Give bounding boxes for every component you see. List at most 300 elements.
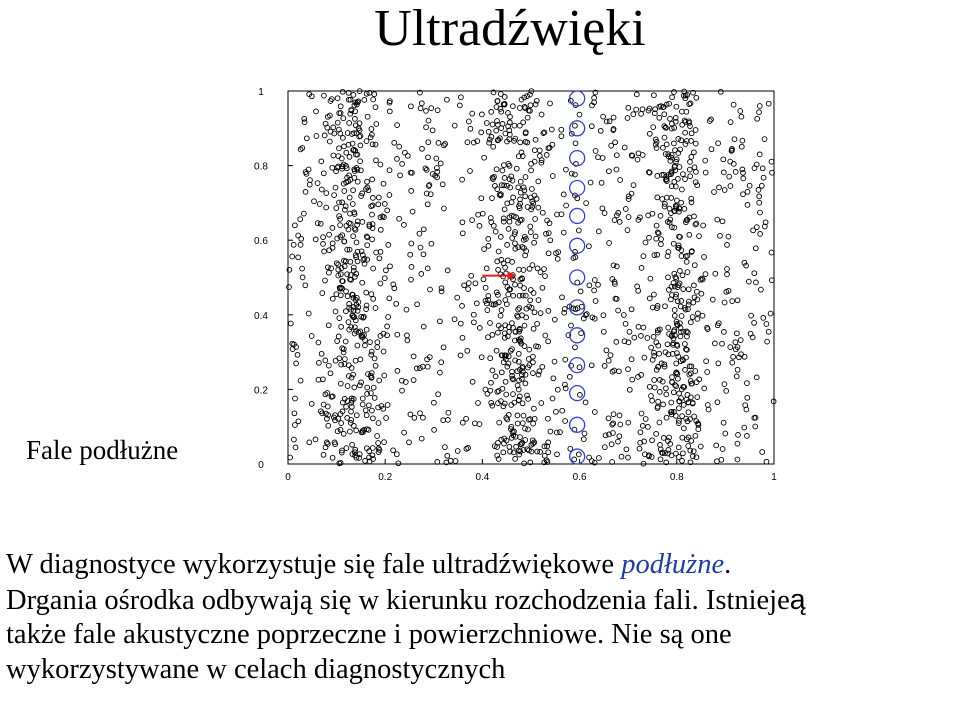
particle-point bbox=[725, 272, 730, 277]
particle-point bbox=[365, 114, 370, 119]
particle-point bbox=[514, 166, 519, 171]
particle-point bbox=[730, 360, 735, 365]
particle-point bbox=[599, 180, 604, 185]
particle-point bbox=[611, 412, 616, 417]
particle-point bbox=[748, 331, 753, 336]
particle-point bbox=[753, 424, 758, 429]
particle-point bbox=[745, 189, 750, 194]
particle-point bbox=[583, 400, 588, 405]
particle-point bbox=[419, 272, 424, 277]
particle-point bbox=[593, 149, 598, 154]
particle-point bbox=[373, 306, 378, 311]
particle-point bbox=[494, 167, 499, 172]
particle-point bbox=[629, 357, 634, 362]
x-tick-label: 0.8 bbox=[669, 472, 684, 483]
particle-point bbox=[522, 461, 527, 466]
particle-point bbox=[722, 300, 727, 305]
particle-point bbox=[327, 139, 332, 144]
particle-point bbox=[680, 187, 685, 192]
particle-point bbox=[625, 228, 630, 233]
particle-point bbox=[715, 217, 720, 222]
particle-point bbox=[355, 179, 360, 184]
particle-point bbox=[539, 112, 544, 117]
particle-point bbox=[657, 351, 662, 356]
particle-point bbox=[647, 131, 652, 136]
particle-point bbox=[369, 127, 374, 132]
particle-point bbox=[536, 372, 541, 377]
particle-point bbox=[405, 153, 410, 158]
particle-point bbox=[317, 360, 322, 365]
particle-point bbox=[386, 243, 391, 248]
particle-point bbox=[377, 378, 382, 383]
particle-point bbox=[517, 123, 522, 128]
particle-point bbox=[375, 434, 380, 439]
particle-point bbox=[298, 217, 303, 222]
particle-point bbox=[745, 381, 750, 386]
particle-point bbox=[680, 414, 685, 419]
particle-point bbox=[301, 211, 306, 216]
particle-point bbox=[716, 361, 721, 366]
particle-point bbox=[328, 371, 333, 376]
particle-point bbox=[490, 196, 495, 201]
particle-point bbox=[654, 223, 659, 228]
particle-point bbox=[529, 168, 534, 173]
particle-point bbox=[546, 251, 551, 256]
particle-point bbox=[531, 291, 536, 296]
particle-point bbox=[362, 98, 367, 103]
particle-point bbox=[426, 155, 431, 160]
particle-point bbox=[564, 167, 569, 172]
particle-point bbox=[460, 420, 465, 425]
particle-point bbox=[705, 370, 710, 375]
particle-point bbox=[573, 123, 578, 128]
particle-point bbox=[441, 345, 446, 350]
particle-point bbox=[364, 139, 369, 144]
particle-point bbox=[663, 304, 668, 309]
particle-point bbox=[386, 315, 391, 320]
emphasis-podluzne: podłużne bbox=[621, 549, 725, 580]
particle-point bbox=[761, 316, 766, 321]
particle-point bbox=[493, 374, 498, 379]
particle-point bbox=[371, 416, 376, 421]
particle-point bbox=[426, 140, 431, 145]
particle-point bbox=[654, 146, 659, 151]
particle-point bbox=[340, 89, 345, 94]
particle-point bbox=[639, 266, 644, 271]
particle-point bbox=[346, 320, 351, 325]
particle-point bbox=[370, 237, 375, 242]
particle-point bbox=[403, 150, 408, 155]
particle-point bbox=[741, 192, 746, 197]
particle-point bbox=[528, 103, 533, 108]
particle-point bbox=[378, 281, 383, 286]
particle-point bbox=[722, 330, 727, 335]
particle-point bbox=[762, 137, 767, 142]
particle-point bbox=[432, 428, 437, 433]
particle-point bbox=[291, 242, 296, 247]
particle-point bbox=[307, 440, 312, 445]
particle-point bbox=[482, 155, 487, 160]
particle-point bbox=[731, 102, 736, 107]
particle-point bbox=[349, 409, 354, 414]
particle-point bbox=[735, 298, 740, 303]
particle-point bbox=[472, 320, 477, 325]
particle-point bbox=[664, 386, 669, 391]
particle-point bbox=[659, 242, 664, 247]
particle-point bbox=[495, 187, 500, 192]
particle-point bbox=[377, 256, 382, 261]
particle-point bbox=[338, 293, 343, 298]
particle-point bbox=[445, 268, 450, 273]
particle-point bbox=[353, 358, 358, 363]
particle-point bbox=[411, 354, 416, 359]
particle-point bbox=[741, 170, 746, 175]
particle-point bbox=[326, 363, 331, 368]
particle-point bbox=[508, 114, 513, 119]
particle-point bbox=[535, 266, 540, 271]
particle-point bbox=[428, 287, 433, 292]
particle-point bbox=[677, 406, 682, 411]
particle-point bbox=[769, 250, 774, 255]
particle-point bbox=[629, 307, 634, 312]
particle-point bbox=[530, 187, 535, 192]
particle-point bbox=[623, 207, 628, 212]
particle-point bbox=[408, 252, 413, 257]
particle-point bbox=[378, 227, 383, 232]
particle-point bbox=[548, 429, 553, 434]
particle-point bbox=[648, 276, 653, 281]
particle-point bbox=[681, 287, 686, 292]
particle-point bbox=[349, 418, 354, 423]
particle-point bbox=[533, 234, 538, 239]
particle-field bbox=[287, 89, 776, 466]
particle-point bbox=[333, 358, 338, 363]
particle-point bbox=[382, 373, 387, 378]
particle-point bbox=[600, 156, 605, 161]
particle-point bbox=[471, 312, 476, 317]
particle-point bbox=[334, 206, 339, 211]
particle-point bbox=[498, 107, 503, 112]
particle-point bbox=[531, 354, 536, 359]
particle-point bbox=[758, 232, 763, 237]
particle-point bbox=[337, 316, 342, 321]
particle-point bbox=[642, 355, 647, 360]
particle-point bbox=[312, 199, 317, 204]
particle-point bbox=[343, 357, 348, 362]
particle-point bbox=[688, 174, 693, 179]
particle-point bbox=[364, 327, 369, 332]
particle-point bbox=[554, 409, 559, 414]
particle-point bbox=[754, 375, 759, 380]
particle-point bbox=[697, 234, 702, 239]
particle-point bbox=[532, 310, 537, 315]
particle-point bbox=[494, 128, 499, 133]
particle-point bbox=[485, 308, 490, 313]
particle-point bbox=[525, 115, 530, 120]
particle-point bbox=[313, 437, 318, 442]
particle-point bbox=[351, 188, 356, 193]
particle-point bbox=[657, 115, 662, 120]
particle-point bbox=[436, 392, 441, 397]
particle-point bbox=[555, 257, 560, 262]
particle-point bbox=[319, 351, 324, 356]
description-paragraph bbox=[6, 548, 960, 687]
particle-point bbox=[341, 116, 346, 121]
particle-point bbox=[385, 403, 390, 408]
particle-point bbox=[384, 416, 389, 421]
particle-point bbox=[705, 403, 710, 408]
particle-point bbox=[369, 352, 374, 357]
particle-point bbox=[676, 177, 681, 182]
particle-point bbox=[676, 137, 681, 142]
particle-point bbox=[382, 202, 387, 207]
particle-point bbox=[387, 296, 392, 301]
particle-point bbox=[348, 259, 353, 264]
particle-point bbox=[314, 134, 319, 139]
particle-point bbox=[759, 287, 764, 292]
particle-point bbox=[354, 428, 359, 433]
particle-point bbox=[387, 193, 392, 198]
particle-point bbox=[327, 270, 332, 275]
particle-point bbox=[654, 236, 659, 241]
particle-point bbox=[720, 341, 725, 346]
particle-point bbox=[674, 361, 679, 366]
particle-point bbox=[385, 324, 390, 329]
particle-point bbox=[397, 144, 402, 149]
particle-point bbox=[407, 440, 412, 445]
particle-point bbox=[371, 97, 376, 102]
particle-point bbox=[609, 442, 614, 447]
particle-point bbox=[333, 185, 338, 190]
particle-point bbox=[703, 272, 708, 277]
particle-point bbox=[477, 224, 482, 229]
particle-point bbox=[577, 112, 582, 117]
particle-point bbox=[486, 129, 491, 134]
particle-point bbox=[694, 170, 699, 175]
particle-point bbox=[400, 388, 405, 393]
particle-point bbox=[617, 369, 622, 374]
particle-point bbox=[587, 283, 592, 288]
particle-point bbox=[577, 365, 582, 370]
particle-point bbox=[713, 271, 718, 276]
particle-point bbox=[683, 142, 688, 147]
particle-point bbox=[651, 334, 656, 339]
particle-point bbox=[318, 221, 323, 226]
particle-point bbox=[511, 195, 516, 200]
particle-point bbox=[321, 242, 326, 247]
particle-point bbox=[394, 452, 399, 457]
particle-point bbox=[756, 188, 761, 193]
y-tick-label: 0.8 bbox=[254, 161, 268, 173]
particle-point bbox=[411, 378, 416, 383]
particle-point bbox=[563, 419, 568, 424]
particle-point bbox=[610, 422, 615, 427]
particle-point bbox=[643, 417, 648, 422]
particle-point bbox=[388, 264, 393, 269]
particle-point bbox=[752, 166, 757, 171]
particle-point bbox=[607, 241, 612, 246]
particle-point bbox=[296, 255, 301, 260]
particle-point bbox=[721, 420, 726, 425]
particle-point bbox=[327, 232, 332, 237]
particle-point bbox=[520, 293, 525, 298]
particle-point bbox=[316, 340, 321, 345]
particle-point bbox=[321, 452, 326, 457]
particle-point bbox=[397, 216, 402, 221]
particle-point bbox=[440, 182, 445, 187]
particle-point bbox=[528, 224, 533, 229]
particle-point bbox=[395, 157, 400, 162]
particle-point bbox=[365, 243, 370, 248]
particle-point bbox=[409, 277, 414, 282]
particle-point bbox=[685, 393, 690, 398]
particle-point bbox=[640, 153, 645, 158]
particle-point bbox=[323, 278, 328, 283]
particle-point bbox=[344, 289, 349, 294]
particle-point bbox=[506, 227, 511, 232]
particle-point bbox=[686, 302, 691, 307]
particle-point bbox=[470, 379, 475, 384]
particle-point bbox=[489, 110, 494, 115]
particle-point bbox=[536, 298, 541, 303]
particle-point bbox=[462, 283, 467, 288]
particle-point bbox=[759, 183, 764, 188]
particle-point bbox=[679, 314, 684, 319]
particle-point bbox=[710, 297, 715, 302]
particle-point bbox=[303, 283, 308, 288]
particle-point bbox=[370, 177, 375, 182]
particle-point bbox=[395, 123, 400, 128]
particle-point bbox=[497, 420, 502, 425]
particle-point bbox=[686, 287, 691, 292]
particle-point bbox=[425, 202, 430, 207]
particle-point bbox=[614, 167, 619, 172]
particle-point bbox=[631, 183, 636, 188]
particle-point bbox=[548, 238, 553, 243]
particle-point bbox=[718, 89, 723, 94]
y-tick-label: 1 bbox=[258, 87, 264, 98]
particle-point bbox=[476, 212, 481, 217]
particle-point bbox=[493, 183, 498, 188]
particle-point bbox=[608, 353, 613, 358]
particle-point bbox=[687, 232, 692, 237]
particle-point bbox=[576, 228, 581, 233]
particle-point bbox=[576, 452, 581, 457]
particle-point bbox=[598, 128, 603, 133]
particle-point bbox=[488, 388, 493, 393]
particle-point bbox=[376, 195, 381, 200]
particle-point bbox=[338, 217, 343, 222]
particle-point bbox=[373, 363, 378, 368]
particle-point bbox=[354, 413, 359, 418]
highlight-circle bbox=[570, 180, 585, 195]
particle-point bbox=[736, 433, 741, 438]
particle-point bbox=[518, 190, 523, 195]
particle-point bbox=[680, 458, 685, 463]
particle-point bbox=[631, 112, 636, 117]
particle-point bbox=[693, 369, 698, 374]
particle-point bbox=[760, 450, 765, 455]
particle-point bbox=[466, 287, 471, 292]
particle-point bbox=[502, 95, 507, 100]
particle-point bbox=[703, 170, 708, 175]
particle-point bbox=[516, 351, 521, 356]
particle-point bbox=[688, 448, 693, 453]
particle-point bbox=[446, 418, 451, 423]
particle-point bbox=[636, 288, 641, 293]
particle-point bbox=[394, 301, 399, 306]
particle-point bbox=[446, 410, 451, 415]
particle-point bbox=[753, 246, 758, 251]
particle-point bbox=[339, 362, 344, 367]
particle-point bbox=[421, 415, 426, 420]
particle-point bbox=[505, 364, 510, 369]
particle-point bbox=[387, 109, 392, 114]
particle-point bbox=[521, 413, 526, 418]
particle-point bbox=[573, 141, 578, 146]
particle-point bbox=[353, 227, 358, 232]
particle-point bbox=[766, 329, 771, 334]
particle-point bbox=[337, 214, 342, 219]
particle-point bbox=[569, 171, 574, 176]
particle-point bbox=[375, 340, 380, 345]
particle-point bbox=[358, 159, 363, 164]
particle-point bbox=[465, 140, 470, 145]
particle-point bbox=[392, 140, 397, 145]
particle-point bbox=[330, 165, 335, 170]
particle-point bbox=[458, 353, 463, 358]
particle-point bbox=[326, 265, 331, 270]
particle-point bbox=[334, 292, 339, 297]
particle-point bbox=[382, 440, 387, 445]
particle-point bbox=[674, 104, 679, 109]
particle-point bbox=[302, 116, 307, 121]
highlight-circles bbox=[570, 91, 585, 464]
particle-point bbox=[465, 348, 470, 353]
particle-point bbox=[747, 183, 752, 188]
particle-point bbox=[689, 200, 694, 205]
particle-point bbox=[602, 211, 607, 216]
particle-point bbox=[376, 441, 381, 446]
particle-point bbox=[418, 411, 423, 416]
particle-point bbox=[588, 180, 593, 185]
particle-point bbox=[474, 301, 479, 306]
particle-point bbox=[561, 192, 566, 197]
particle-point bbox=[327, 248, 332, 253]
particle-point bbox=[637, 446, 642, 451]
particle-point bbox=[502, 176, 507, 181]
particle-point bbox=[320, 291, 325, 296]
particle-point bbox=[727, 174, 732, 179]
particle-point bbox=[438, 319, 443, 324]
particle-point bbox=[429, 241, 434, 246]
particle-point bbox=[612, 218, 617, 223]
particle-point bbox=[455, 449, 460, 454]
particle-point bbox=[338, 104, 343, 109]
particle-point bbox=[535, 321, 540, 326]
particle-point bbox=[432, 400, 437, 405]
particle-point bbox=[601, 313, 606, 318]
particle-point bbox=[400, 162, 405, 167]
particle-point bbox=[552, 317, 557, 322]
particle-point bbox=[706, 407, 711, 412]
particle-point bbox=[528, 288, 533, 293]
particle-point bbox=[720, 219, 725, 224]
particle-point bbox=[607, 169, 612, 174]
particle-point bbox=[626, 105, 631, 110]
particle-point bbox=[543, 333, 548, 338]
particle-point bbox=[330, 296, 335, 301]
